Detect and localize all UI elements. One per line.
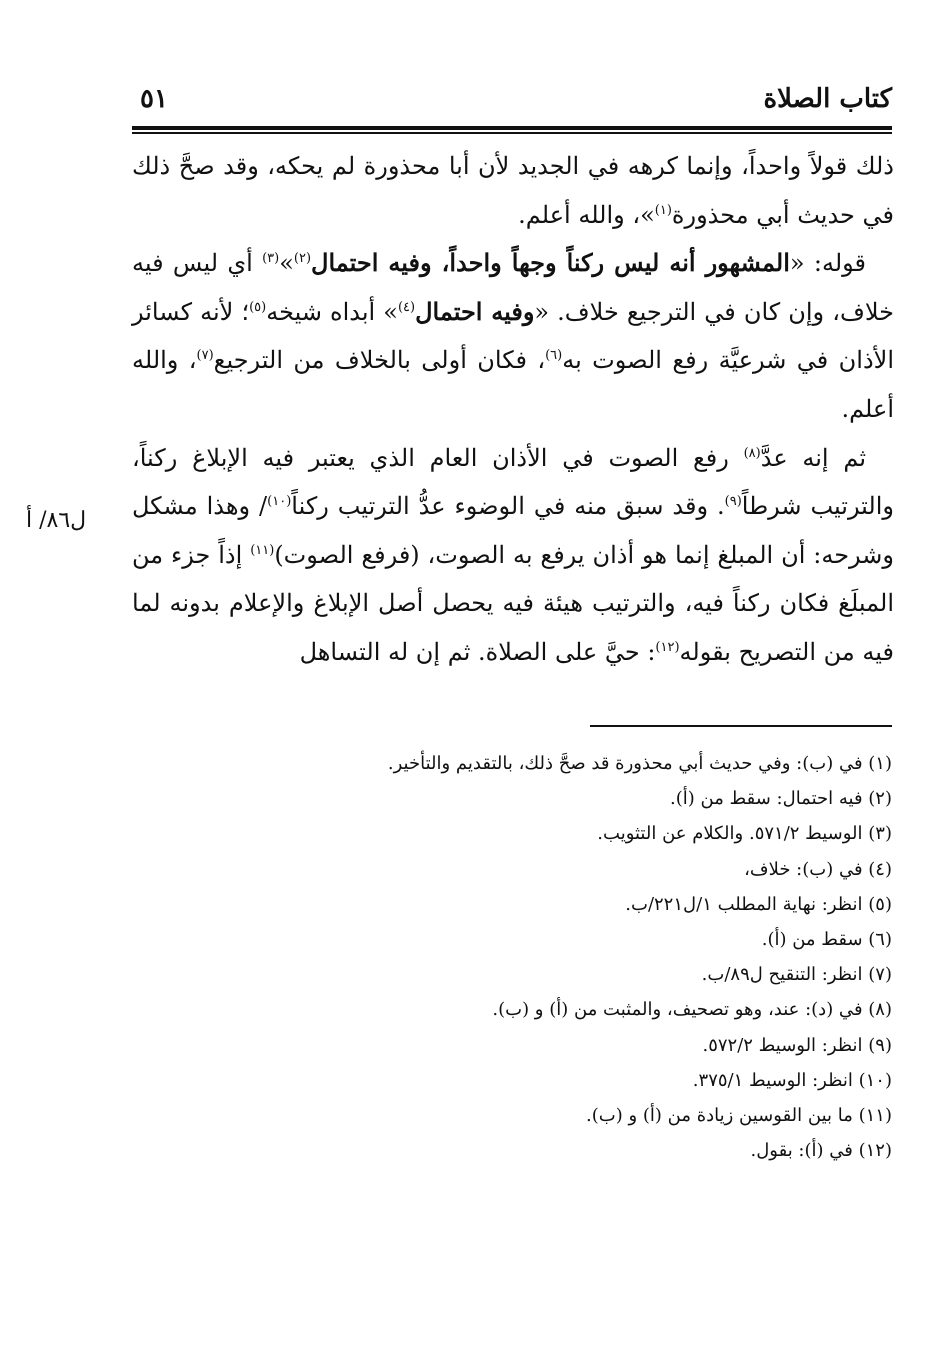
- footnote-6: (٦) سقط من (أ).: [761, 929, 892, 951]
- p2-lead: قوله: «: [789, 249, 867, 278]
- p3-part-a: ثم إنه عدَّ: [760, 443, 867, 472]
- paragraph-1: [132, 142, 894, 239]
- p2-mid-1: أي ليس فيه خلاف، وإن كان في الترجيع خلاف. «: [132, 249, 894, 326]
- chapter-title: كتاب الصلاة: [763, 84, 892, 114]
- footnote-separator: [590, 725, 892, 727]
- footnote-12: (١٢) في (أ): بقول.: [750, 1140, 892, 1162]
- footnote-ref-6: (٦): [545, 348, 563, 364]
- p1-tail: »، والله أعلم.: [518, 200, 655, 229]
- p2-mid-3: ؛ لأنه كسائر الأذان في شرعيَّة رفع الصوت به: [132, 297, 894, 375]
- footnote-11: (١١) ما بين القوسين زيادة من (أ) و (ب).: [586, 1105, 892, 1127]
- footnote-ref-5: (٥): [249, 299, 267, 315]
- p3-part-c: . وقد سبق منه في الوضوء عدُّ الترتيب ركناً: [291, 492, 725, 521]
- footnote-1: (١) في (ب): وفي حديث أبي محذورة قد صحَّ ذلك، بالتقديم والتأخير.: [387, 753, 892, 774]
- manuscript-folio-ref: ل٨٦/ أ: [26, 508, 87, 533]
- footnote-ref-12: (١٢): [655, 639, 680, 655]
- footnote-ref-8: (٨): [743, 445, 761, 461]
- header-rule-thin: [132, 132, 892, 134]
- p2-mid-4: ، فكان أولى بالخلاف من الترجيع: [213, 346, 546, 375]
- p2-quote-1: المشهور أنه ليس ركناً وجهاً واحداً، وفيه احتمال: [311, 248, 790, 278]
- paragraph-3: [132, 434, 894, 677]
- footnote-7: (٧) انظر: التنقيح ل٨٩/ب.: [701, 964, 892, 986]
- footnote-9: (٩) انظر: الوسيط ٥٧٢/٢.: [702, 1034, 892, 1056]
- footnote-ref-9: (٩): [724, 494, 742, 510]
- p3-part-b: رفع الصوت في الأذان العام الذي يعتبر فيه الإبلاغ ركناً، والترتيب شرطاً: [132, 443, 894, 521]
- p3-part-f: : حيَّ على الصلاة. ثم إن له التساهل: [299, 637, 656, 666]
- footnote-4: (٤) في (ب): خلاف،: [744, 858, 892, 880]
- paragraph-2: [132, 239, 894, 433]
- running-header: [132, 84, 892, 126]
- footnote-ref-3: (٣): [262, 251, 280, 267]
- footnote-ref-4: (٤): [397, 299, 416, 315]
- p2-tail: ، والله أعلم.: [132, 346, 894, 423]
- footnotes: [292, 746, 892, 1168]
- footnote-ref-10: (١٠): [267, 494, 292, 510]
- page-number: ٥١: [140, 84, 168, 114]
- footnote-ref-11: (١١): [250, 542, 275, 558]
- footnote-ref-7: (٧): [196, 348, 214, 364]
- footnote-5: (٥) انظر: نهاية المطلب ١/ل٢٢١/ب.: [625, 893, 892, 915]
- p1-text: ذلك قولاً واحداً، وإنما كرهه في الجديد لأن أبا محذورة لم يحكه، وقد صحَّ ذلك في حديث أبي محذورة: [132, 152, 894, 229]
- main-text: [132, 142, 894, 677]
- footnote-3: (٣) الوسيط ٥٧١/٢. والكلام عن التثويب.: [597, 823, 892, 845]
- p2-close-quote: »: [279, 249, 294, 278]
- footnote-10: (١٠) انظر: الوسيط ٣٧٥/١.: [692, 1069, 892, 1091]
- p2-quote-2: وفيه احتمال: [415, 296, 535, 326]
- footnote-ref-2: (٢): [293, 251, 312, 267]
- footnote-2: (٢) فيه احتمال: سقط من (أ).: [670, 788, 892, 810]
- header-rule-thick: [132, 126, 892, 130]
- p3-part-e: إذاً جزء من المبلَغ فكان ركناً فيه، والترتيب هيئة فيه يحصل أصل الإبلاغ والإعلام بدونه لما فيه من التصريح بقوله: [132, 540, 894, 666]
- footnote-ref-1: (١): [654, 202, 672, 218]
- p3-part-d: / وهذا مشكل وشرحه: أن المبلغ إنما هو أذان يرفع به الصوت، (فرفع الصوت): [132, 492, 894, 569]
- footnote-8: (٨) في (د): عند، وهو تصحيف، والمثبت من (أ) و (ب).: [492, 999, 892, 1021]
- p2-mid-2: » أبداه شيخه: [266, 297, 398, 326]
